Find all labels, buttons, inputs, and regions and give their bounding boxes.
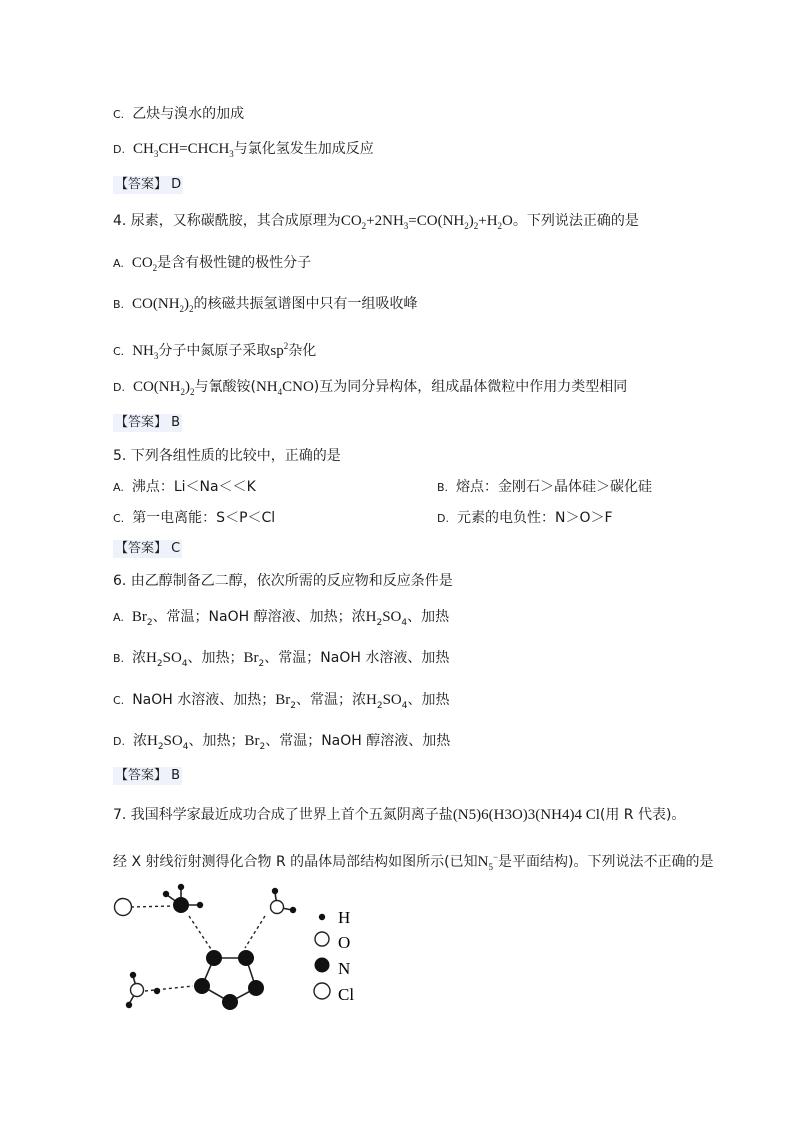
option-label: C. — [113, 694, 125, 707]
eq-part: +2NH — [366, 213, 404, 229]
eq-part: ) — [468, 213, 474, 229]
subscript: 3 — [153, 149, 159, 159]
answer-value: B — [171, 768, 181, 783]
hydrogen-atom — [272, 888, 278, 894]
pentazolate-nitrogen — [206, 950, 222, 966]
formula-part: SO — [162, 650, 182, 666]
subscript: 4 — [401, 617, 408, 628]
subscript: 2 — [376, 617, 383, 628]
formula — [132, 343, 158, 359]
subscript: 2 — [189, 304, 194, 314]
option-text: 与氰酸铵( — [194, 379, 256, 395]
q5-option-a — [113, 477, 256, 498]
superscript: − — [492, 852, 499, 862]
q5-option-d — [437, 508, 613, 529]
q6-option-d — [113, 731, 450, 757]
option-label: D. — [113, 381, 125, 394]
hydrogen-atom — [130, 972, 136, 978]
stem-text: 7. 我国科学家最近成功合成了世界上首个五氮阴离子盐 — [113, 807, 453, 823]
option-label: D. — [113, 143, 125, 156]
subscript: 2 — [146, 617, 153, 628]
q5-option-b — [437, 477, 652, 498]
subscript: 2 — [152, 263, 158, 273]
oxygen-atom — [131, 984, 144, 997]
hydrogen-atom — [154, 988, 160, 994]
legend — [314, 908, 354, 1004]
nitrogen-atom-ammonium — [173, 897, 189, 913]
legend-label-cl: Cl — [338, 985, 355, 1004]
option-text: )互为同分异构体，组成晶体微粒中作用力类型相同 — [313, 379, 628, 395]
stem-text: 经 X 射线衍射测得化合物 R 的晶体局部结构如图所示(已知 — [113, 854, 478, 870]
formula-part: N — [477, 854, 489, 870]
subscript: 3 — [403, 221, 409, 231]
answer-tag: 【答案】 — [115, 415, 168, 430]
formula-part: NH — [255, 379, 278, 395]
subscript: 2 — [179, 304, 185, 314]
equation — [341, 213, 513, 229]
option-label: B. — [113, 298, 125, 311]
crystal-structure-diagram — [105, 880, 375, 1015]
legend-label-n: N — [338, 959, 351, 978]
q4-option-a — [113, 253, 311, 278]
answer-value: C — [171, 541, 181, 556]
option-label: C. — [113, 512, 125, 525]
option-text: 是含有极性键的极性分子 — [157, 255, 312, 271]
hydrogen-atom — [163, 891, 169, 897]
stem-text: 是平面结构)。下列说法不正确的是 — [498, 854, 714, 870]
formula-part: H — [365, 692, 377, 708]
option-label: B. — [437, 481, 449, 494]
formula-part: CO(NH — [132, 296, 180, 312]
subscript: 2 — [157, 741, 164, 752]
formula — [132, 255, 157, 271]
subscript: 3 — [153, 351, 159, 361]
hydrogen-atom — [290, 907, 296, 913]
q5-option-c — [113, 508, 275, 529]
hydrogen-atom — [126, 1002, 132, 1008]
formula-part: H — [146, 733, 158, 749]
q3-option-c — [113, 104, 244, 125]
hydrogen-atom — [197, 902, 203, 908]
option-text: 与氯化氢发生加成反应 — [233, 141, 374, 157]
formula — [132, 296, 194, 312]
formula-part: SO — [382, 692, 402, 708]
option-text: 、加热； — [188, 733, 245, 749]
formula-part: SO — [163, 733, 183, 749]
option-text: NaOH 水溶液、加热； — [132, 692, 276, 708]
subscript: 4 — [277, 387, 283, 397]
formula-part: Br — [275, 692, 291, 708]
option-label: B. — [113, 652, 125, 665]
eq-part: +H — [478, 213, 498, 229]
formula-part: Br — [244, 733, 260, 749]
option-text: 熔点：金刚石＞晶体硅＞碳化硅 — [456, 479, 653, 495]
formula-part: H — [365, 609, 377, 625]
eq-part: CO — [340, 213, 362, 229]
eq-part: =CO(NH — [408, 213, 465, 229]
formula — [133, 141, 234, 157]
option-text: 、加热 — [407, 692, 450, 708]
subscript: 4 — [182, 741, 189, 752]
q5-stem: 5. 下列各组性质的比较中，正确的是 — [113, 448, 341, 464]
legend-nitrogen-icon — [315, 958, 330, 973]
stem-text: 。下列说法正确的是 — [512, 213, 639, 229]
legend-oxygen-icon — [315, 932, 329, 946]
subscript: 2 — [156, 658, 163, 669]
subscript: 3 — [229, 149, 234, 159]
q4-answer — [113, 414, 182, 432]
answer-value: D — [171, 177, 182, 192]
option-label: D. — [437, 512, 449, 525]
subscript: 2 — [473, 221, 479, 231]
option-text: 、常温；NaOH 水溶液、加热 — [264, 650, 450, 666]
q5-answer — [113, 540, 182, 558]
covalent-bonds — [129, 888, 292, 1004]
formula-part: CNO — [282, 379, 314, 395]
formula-part: Br — [131, 609, 147, 625]
option-label: A. — [113, 611, 124, 624]
subscript: 2 — [258, 658, 265, 669]
option-label: C. — [113, 108, 125, 121]
pentazolate-nitrogen — [238, 950, 254, 966]
option-text: 、加热； — [187, 650, 244, 666]
option-text: 、常温；NaOH 醇溶液、加热；浓 — [152, 609, 366, 625]
q6-option-b — [113, 648, 449, 674]
formula-part: Br — [243, 650, 259, 666]
superscript: 2 — [283, 341, 289, 351]
q6-option-c — [113, 690, 449, 716]
q4-option-b — [113, 294, 418, 319]
answer-tag: 【答案】 — [115, 541, 168, 556]
q7-stem-line1 — [113, 805, 685, 825]
q6-option-a — [113, 607, 449, 633]
option-text: 的核磁共振氢谱图中只有一组吸收峰 — [193, 296, 418, 312]
stem-text: 4. 尿素，又称碳酰胺，其合成原理为 — [113, 213, 341, 229]
q4-stem — [113, 211, 639, 236]
option-text: 、常温；浓 — [295, 692, 366, 708]
option-label: C. — [113, 345, 125, 358]
formula-part: H — [146, 650, 157, 666]
subscript: 2 — [464, 221, 469, 231]
q6-answer — [113, 767, 182, 785]
subscript: 2 — [376, 700, 383, 711]
formula — [270, 343, 288, 359]
subscript: 5 — [488, 862, 493, 872]
hydrogen-atom — [178, 884, 184, 890]
option-text: 元素的电负性：N＞O＞F — [456, 510, 613, 526]
option-text: 、常温；NaOH 醇溶液、加热 — [265, 733, 451, 749]
option-label: A. — [113, 481, 124, 494]
formula-part: CH — [132, 141, 154, 157]
pentazolate-nitrogen — [222, 994, 238, 1010]
q4-option-d — [113, 377, 627, 402]
subscript: 2 — [361, 221, 367, 231]
option-text: 浓 — [132, 650, 147, 666]
legend-hydrogen-icon — [319, 914, 325, 920]
subscript: 2 — [180, 387, 185, 397]
answer-tag: 【答案】 — [115, 768, 168, 783]
oxygen-atom — [271, 901, 284, 914]
chlorine-atom — [115, 899, 132, 916]
q3-answer — [113, 176, 183, 194]
formula-part: CO(NH — [132, 379, 181, 395]
option-text: 杂化 — [288, 343, 317, 359]
subscript: 2 — [497, 221, 503, 231]
eq-part: O — [502, 213, 513, 229]
legend-chlorine-icon — [314, 983, 330, 999]
q7-stem-line2 — [113, 847, 713, 877]
subscript: 4 — [181, 658, 188, 669]
formula-part: NH — [132, 343, 154, 359]
pentazolate-nitrogen — [248, 980, 264, 996]
option-text: 分子中氮原子采取 — [158, 343, 271, 359]
legend-label-o: O — [338, 933, 351, 952]
formula — [133, 379, 195, 395]
formula — [256, 379, 314, 395]
subscript: 2 — [189, 387, 195, 397]
option-text: 第一电离能：S＜P＜Cl — [132, 510, 276, 526]
option-text: 、加热 — [407, 609, 450, 625]
subscript: 2 — [259, 741, 266, 752]
formula-part: ) — [184, 379, 190, 395]
salt-formula: (N5)6(H3O)3(NH4)4 Cl — [452, 807, 600, 823]
formula-part: CH=CHCH — [158, 141, 230, 157]
formula-part: ) — [184, 296, 190, 312]
option-label: A. — [113, 257, 124, 270]
subscript: 2 — [290, 700, 296, 711]
legend-label-h: H — [338, 908, 351, 927]
pentazolate-nitrogen — [194, 978, 210, 994]
option-text: 乙炔与溴水的加成 — [132, 106, 245, 122]
q3-option-d — [113, 139, 374, 164]
subscript: 4 — [401, 700, 408, 711]
formula-part: SO — [382, 609, 402, 625]
formula-part: sp — [270, 343, 284, 359]
answer-value: B — [171, 415, 181, 430]
option-text: 沸点：Li＜Na＜＜K — [131, 479, 256, 495]
answer-tag: 【答案】 — [115, 177, 168, 192]
option-label: D. — [113, 735, 125, 748]
formula-part: CO — [131, 255, 153, 271]
hydrogen-bonds — [131, 906, 265, 991]
formula — [478, 854, 498, 870]
q4-option-c — [113, 336, 316, 366]
q6-stem: 6. 由乙醇制备乙二醇，依次所需的反应物和反应条件是 — [113, 573, 453, 589]
stem-text: (用 R 代表)。 — [599, 807, 686, 823]
option-text: 浓 — [132, 733, 147, 749]
